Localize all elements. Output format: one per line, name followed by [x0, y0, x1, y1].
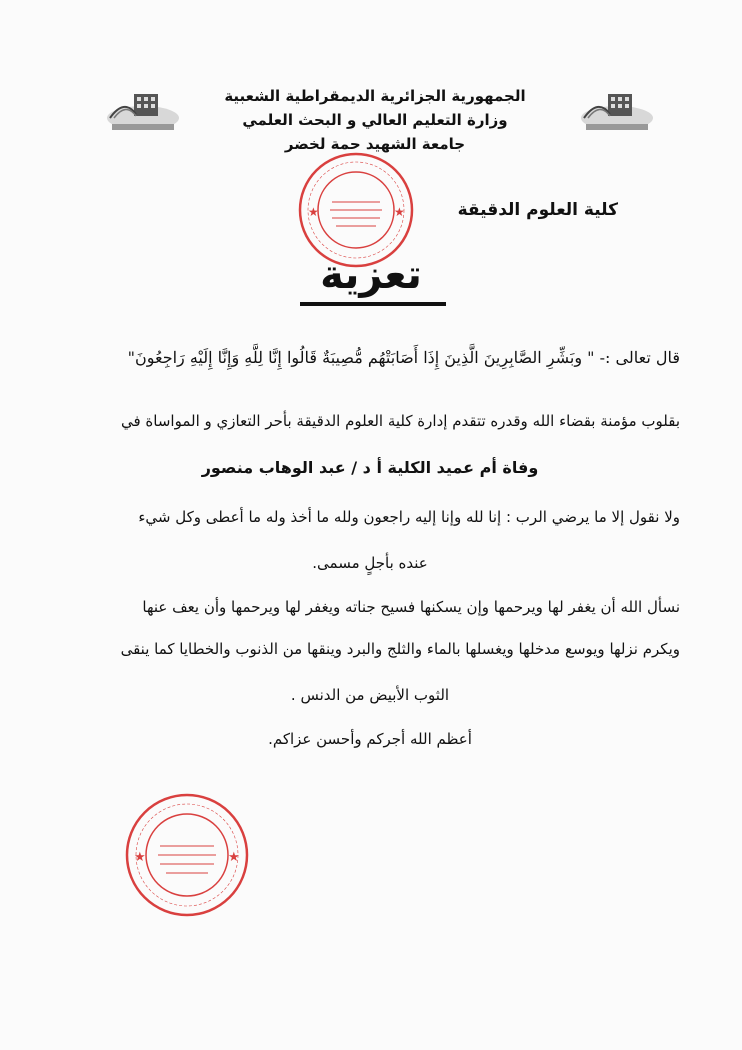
paragraph-2-line-1: ولا نقول إلا ما يرضي الرب : إنا لله وإنا إليه راجعون ولله ما أخذ وله ما أعطى وكل شيء [138, 508, 680, 526]
faculty-name: كلية العلوم الدقيقة [457, 200, 618, 220]
quran-verse: قال تعالى :- " وبَشِّرِ الصَّابِرِينَ الَّذِينَ إِذَا أَصَابَتْهُم مُّصِيبَةٌ قَالُوا إِنَّا لِلَّهِ وَإِنَّا إِلَيْهِ رَاجِعُونَ" [127, 348, 680, 367]
ministry-name: وزارة التعليم العالي و البحث العلمي [242, 111, 508, 129]
svg-text:★: ★ [134, 850, 146, 865]
paragraph-3-line-1: نسأل الله أن يغفر لها ويرحمها وإن يسكنها فسيح جناته ويغفر لها ويرحمها وأن يعف عنها [142, 598, 680, 616]
closing-line: أعظم الله أجركم وأحسن عزاكم. [268, 730, 472, 748]
official-stamp-bottom [122, 790, 252, 920]
svg-text:★: ★ [228, 850, 240, 865]
university-logo-right [578, 88, 656, 136]
university-name: جامعة الشهيد حمة لخضر [284, 135, 466, 153]
paragraph-2-line-2: عنده بأجلٍ مسمى. [312, 554, 428, 572]
paragraph-3-line-2: ويكرم نزلها ويوسع مدخلها ويغسلها بالماء والثلج والبرد وينقها من الذنوب والخطايا كما ينقى [120, 640, 680, 658]
paragraph-3-line-3: الثوب الأبيض من الدنس . [290, 686, 450, 704]
university-logo-left [104, 88, 182, 136]
paragraph-1: بقلوب مؤمنة بقضاء الله وقدره تتقدم إدارة كلية العلوم الدقيقة بأحر التعازي و المواساة في [120, 412, 680, 430]
document-title: تعزية [320, 252, 422, 298]
svg-text:★: ★ [394, 205, 405, 219]
svg-text:★: ★ [308, 205, 319, 219]
title-underline [300, 302, 446, 306]
deceased-line: وفاة أم عميد الكلية أ د / عبد الوهاب منصور [201, 458, 539, 477]
letterhead [180, 84, 570, 156]
country-name: الجمهورية الجزائرية الديمقراطية الشعبية [224, 87, 526, 105]
